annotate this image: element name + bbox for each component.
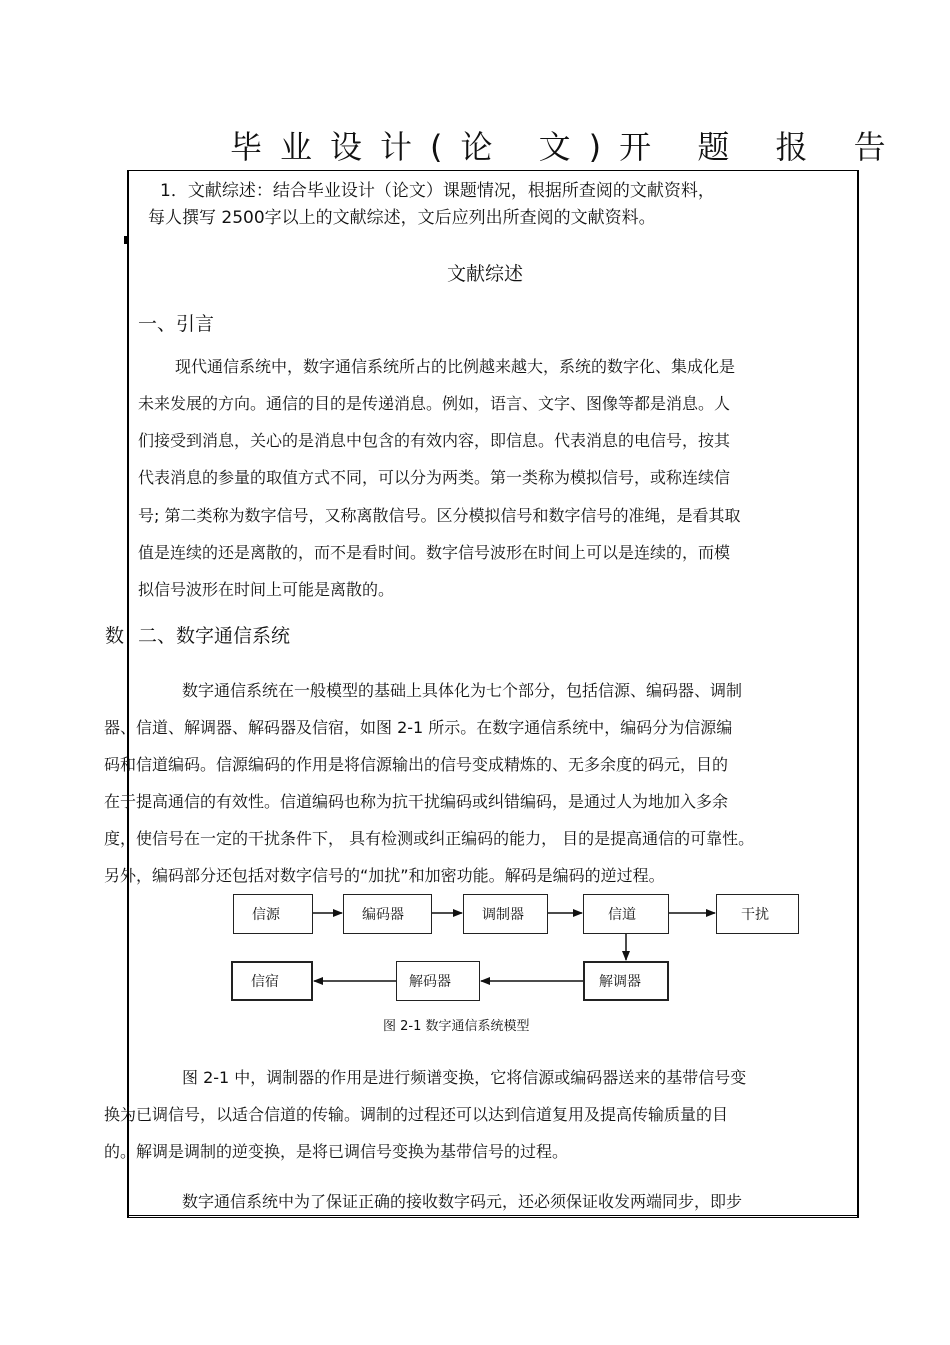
section-2-line: 另外，编码部分还包括对数字信号的“加扰”和加密功能。解码是编码的逆过程。 — [104, 866, 665, 885]
diagram-box-label: 信宿 — [251, 974, 279, 990]
diagram-box-label: 信源 — [252, 907, 280, 923]
section-2-line: 数字通信系统在一般模型的基础上具体化为七个部分，包括信源、编码器、调制 — [182, 681, 743, 700]
section-title: 文献综述 — [447, 263, 524, 285]
section-2-line: 度，使信号在一定的干扰条件下， 具有检测或纠正编码的能力， 目的是提高通信的可靠性。 — [104, 829, 755, 848]
diagram-box-label: 解码器 — [409, 974, 451, 990]
section-1-line: 未来发展的方向。通信的目的是传递消息。例如，语言、文字、图像等都是消息。人 — [138, 394, 731, 413]
section-1-line: 现代通信系统中，数字通信系统所占的比例越来越大，系统的数字化、集成化是 — [175, 357, 736, 376]
section-2-line: 码和信道编码。信源编码的作用是将信源输出的信号变成精炼的、无多余度的码元，目的 — [104, 755, 729, 774]
figure-caption: 图 2-1 数字通信系统模型 — [383, 1019, 530, 1034]
section-1-line: 拟信号波形在时间上可能是离散的。 — [138, 580, 395, 599]
after-figure-line: 图 2-1 中，调制器的作用是进行频谱变换，它将信源或编码器送来的基带信号变 — [182, 1068, 747, 1087]
section-1-line: 们接受到消息，关心的是消息中包含的有效内容，即信息。代表消息的电信号，按其 — [138, 431, 731, 450]
section-1-line: 号; 第二类称为数字信号，又称离散信号。区分模拟信号和数字信号的准绳，是看其取 — [138, 506, 741, 525]
diagram-box-label: 解调器 — [599, 974, 641, 990]
section-2-line: 在于提高通信的有效性。信道编码也称为抗干扰编码或纠错编码，是通过人为地加入多余 — [104, 792, 729, 811]
section-2-line: 器、信道、解调器、解码器及信宿，如图 2-1 所示。在数字通信系统中，编码分为信源编 — [104, 718, 733, 737]
after-figure-last-line: 数字通信系统中为了保证正确的接收数字码元，还必须保证收发两端同步，即步 — [182, 1192, 743, 1211]
section-2-margin-char: 数 — [105, 625, 125, 647]
after-figure-line: 换为已调信号，以适合信道的传输。调制的过程还可以达到信道复用及提高传输质量的目 — [104, 1105, 729, 1124]
intro-line-1: 1．文献综述：结合毕业设计（论文）课题情况，根据所查阅的文献资料， — [160, 181, 715, 201]
page-title: 毕业设计(论 文)开 题 报 告 — [230, 128, 904, 166]
section-1-line: 值是连续的还是离散的，而不是看时间。数字信号波形在时间上可以是连续的，而模 — [138, 543, 731, 562]
diagram-box-label: 调制器 — [482, 907, 524, 923]
diagram-box-label: 信道 — [608, 907, 636, 923]
section-1-heading: 一、引言 — [138, 313, 215, 335]
intro-line-2: 每人撰写 2500字以上的文献综述，文后应列出所查阅的文献资料。 — [148, 208, 656, 228]
diagram-box-label: 编码器 — [362, 907, 404, 923]
section-1-line: 代表消息的参量的取值方式不同，可以分为两类。第一类称为模拟信号，或称连续信 — [138, 468, 731, 487]
after-figure-line: 的。解调是调制的逆变换，是将已调信号变换为基带信号的过程。 — [104, 1142, 569, 1161]
diagram-box-label: 干扰 — [741, 907, 769, 923]
section-2-heading: 二、数字通信系统 — [138, 625, 291, 647]
